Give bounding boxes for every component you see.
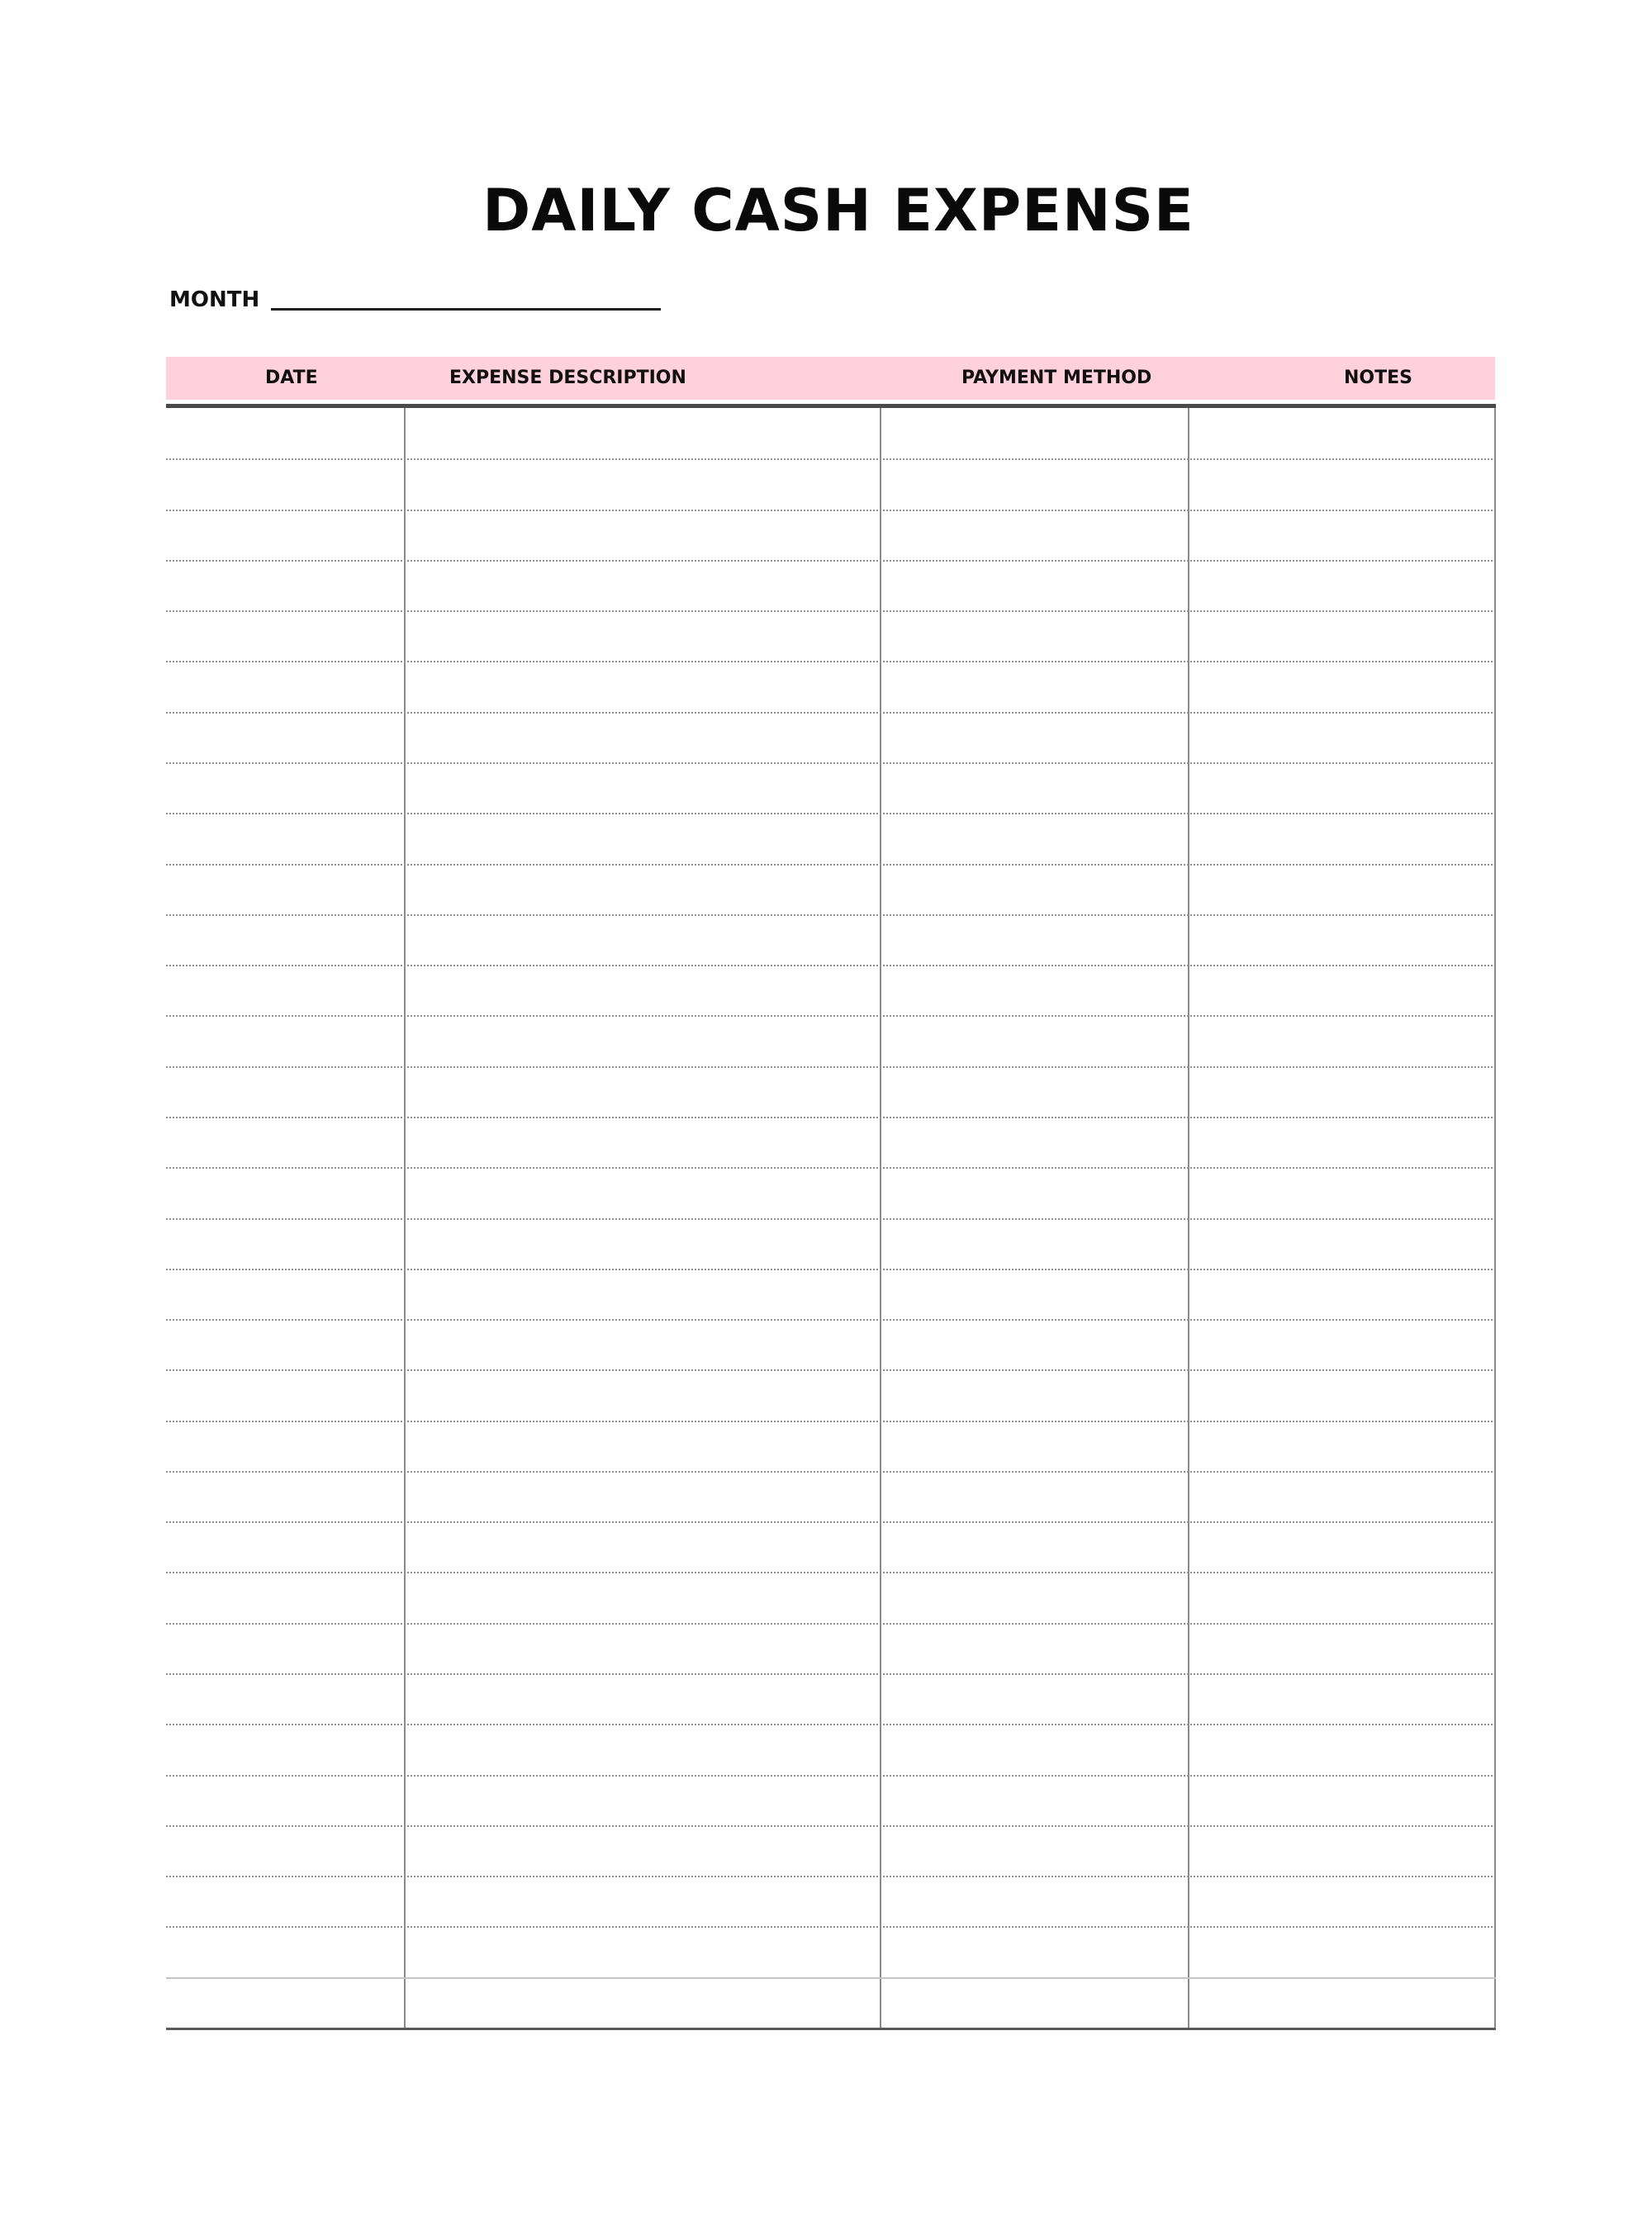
row-separator <box>166 712 1496 714</box>
row-separator <box>166 864 1496 866</box>
row-separator <box>166 762 1496 764</box>
row-separator <box>166 813 1496 814</box>
row-separator <box>166 1521 1496 1523</box>
expense-table <box>166 357 1496 2083</box>
month-input-line[interactable] <box>271 308 661 311</box>
row-separator <box>166 1015 1496 1017</box>
row-separator <box>166 1926 1496 1928</box>
row-separator <box>166 1825 1496 1827</box>
row-separator <box>166 1066 1496 1068</box>
page-title: DAILY CASH EXPENSE <box>482 177 1194 244</box>
row-separator <box>166 965 1496 966</box>
month-label: MONTH <box>169 287 260 312</box>
column-header-payment-method: PAYMENT METHOD <box>961 368 1152 388</box>
column-header-expense-description: EXPENSE DESCRIPTION <box>449 368 686 388</box>
row-separator <box>166 560 1496 562</box>
row-separator <box>166 610 1496 612</box>
row-separator <box>166 661 1496 662</box>
month-field-row <box>169 281 661 314</box>
row-separator <box>166 1471 1496 1473</box>
table-bottom-rule <box>166 2028 1496 2030</box>
row-separator <box>166 1977 1496 1979</box>
table-body <box>166 408 1496 2028</box>
row-separator <box>166 914 1496 916</box>
column-header-date: DATE <box>265 368 318 388</box>
row-separator <box>166 1167 1496 1169</box>
row-separator <box>166 1572 1496 1573</box>
column-header-notes: NOTES <box>1344 368 1412 388</box>
row-separator <box>166 1421 1496 1422</box>
row-separator <box>166 510 1496 511</box>
row-separator <box>166 1775 1496 1777</box>
row-separator <box>166 1218 1496 1220</box>
row-separator <box>166 1369 1496 1371</box>
row-separator <box>166 1319 1496 1321</box>
row-separator <box>166 1876 1496 1877</box>
row-separator <box>166 1623 1496 1625</box>
table-header <box>166 357 1495 400</box>
row-separator <box>166 458 1496 460</box>
row-separator <box>166 1269 1496 1270</box>
row-separator <box>166 1724 1496 1725</box>
row-separator <box>166 1117 1496 1118</box>
row-separator <box>166 1673 1496 1675</box>
